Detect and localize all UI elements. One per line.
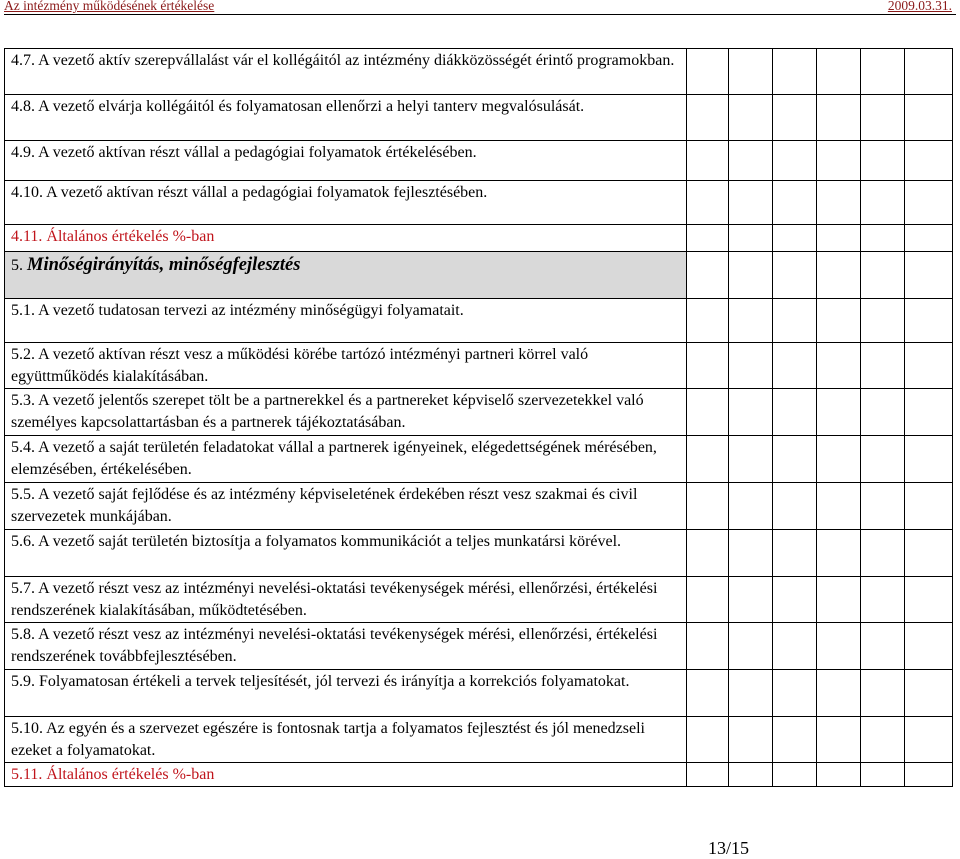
score-cell[interactable] — [773, 141, 817, 181]
table-row — [5, 623, 953, 670]
score-cell[interactable] — [729, 530, 773, 577]
score-cell[interactable] — [773, 717, 817, 763]
score-cell[interactable] — [861, 577, 905, 623]
score-cell[interactable] — [817, 252, 861, 299]
score-cell[interactable] — [773, 95, 817, 141]
score-cell[interactable] — [687, 763, 729, 787]
score-cell[interactable] — [861, 95, 905, 141]
score-cell[interactable] — [861, 181, 905, 225]
header-title: Az intézmény működésének értékelése — [4, 0, 215, 13]
score-cell[interactable] — [729, 577, 773, 623]
score-cell[interactable] — [905, 95, 953, 141]
score-cell[interactable] — [687, 181, 729, 225]
score-cell[interactable] — [817, 483, 861, 530]
score-cell[interactable] — [905, 436, 953, 483]
score-cell[interactable] — [773, 483, 817, 530]
score-cell[interactable] — [905, 577, 953, 623]
score-cell[interactable] — [773, 670, 817, 717]
score-cell[interactable] — [861, 483, 905, 530]
score-cell[interactable] — [817, 95, 861, 141]
score-cell[interactable] — [817, 717, 861, 763]
score-cell[interactable] — [817, 623, 861, 670]
score-cell[interactable] — [773, 436, 817, 483]
criterion-5-10: 5.10. Az egyén és a szervezet egészére is fontosnak tartja a folyamatos fejlesztést és jól menedzseli ezeket a folyamatokat. — [5, 717, 687, 763]
score-cell[interactable] — [861, 530, 905, 577]
page-number: 13/15 — [708, 838, 750, 858]
table-row — [5, 530, 953, 577]
page-header — [4, 0, 956, 15]
score-cell[interactable] — [861, 252, 905, 299]
score-cell[interactable] — [905, 181, 953, 225]
table-row — [5, 389, 953, 436]
score-cell[interactable] — [861, 670, 905, 717]
score-cell[interactable] — [861, 49, 905, 95]
table-row — [5, 717, 953, 763]
score-cell[interactable] — [905, 670, 953, 717]
score-cell[interactable] — [687, 299, 729, 343]
table-row — [5, 343, 953, 389]
section-title: Minőségirányítás, minőségfejlesztés — [27, 255, 301, 275]
score-cell[interactable] — [729, 95, 773, 141]
header-date: 2009.03.31. — [887, 0, 952, 13]
score-cell[interactable] — [817, 343, 861, 389]
table-row — [5, 763, 953, 787]
section-5-header — [5, 252, 687, 299]
score-cell[interactable] — [861, 763, 905, 787]
score-cell[interactable] — [729, 252, 773, 299]
score-cell[interactable] — [773, 530, 817, 577]
score-cell[interactable] — [817, 225, 861, 252]
score-cell[interactable] — [905, 49, 953, 95]
score-cell[interactable] — [817, 670, 861, 717]
table-row — [5, 670, 953, 717]
score-cell[interactable] — [905, 717, 953, 763]
score-cell[interactable] — [729, 141, 773, 181]
score-cell[interactable] — [773, 299, 817, 343]
criterion-5-5: 5.5. A vezető saját fejlődése és az intézmény képviseletének érdekében részt vesz szakmai és civil szervezetek munkájában. — [5, 483, 687, 530]
score-cell[interactable] — [687, 95, 729, 141]
table-row — [5, 299, 953, 343]
score-cell[interactable] — [817, 436, 861, 483]
score-cell[interactable] — [905, 483, 953, 530]
score-cell[interactable] — [687, 389, 729, 436]
score-cell[interactable] — [817, 389, 861, 436]
criterion-4-10: 4.10. A vezető aktívan részt vállal a pedagógiai folyamatok fejlesztésében. — [5, 181, 687, 225]
score-cell[interactable] — [687, 141, 729, 181]
criterion-5-11-overall: 5.11. Általános értékelés %-ban — [5, 763, 687, 787]
score-cell[interactable] — [861, 343, 905, 389]
score-cell[interactable] — [687, 252, 729, 299]
score-cell[interactable] — [729, 343, 773, 389]
criterion-5-3: 5.3. A vezető jelentős szerepet tölt be a partnerekkel és a partnereket képviselő szervezetekkel való személyes kapcsolattartásban és a partnerek tájékoztatásában. — [5, 389, 687, 436]
score-cell[interactable] — [861, 389, 905, 436]
score-cell[interactable] — [687, 49, 729, 95]
score-cell[interactable] — [773, 577, 817, 623]
score-cell[interactable] — [817, 141, 861, 181]
table-row — [5, 225, 953, 252]
score-cell[interactable] — [687, 436, 729, 483]
score-cell[interactable] — [861, 717, 905, 763]
criterion-5-9: 5.9. Folyamatosan értékeli a tervek teljesítését, jól tervezi és irányítja a korrekciós folyamatokat. — [5, 670, 687, 717]
score-cell[interactable] — [729, 483, 773, 530]
score-cell[interactable] — [773, 763, 817, 787]
table-row — [5, 49, 953, 95]
score-cell[interactable] — [905, 623, 953, 670]
score-cell[interactable] — [905, 141, 953, 181]
criterion-4-7: 4.7. A vezető aktív szerepvállalást vár el kollégáitól az intézmény diákközösségét érintő programokban. — [5, 49, 687, 95]
score-cell[interactable] — [773, 181, 817, 225]
score-cell[interactable] — [773, 225, 817, 252]
score-cell[interactable] — [817, 49, 861, 95]
score-cell[interactable] — [729, 299, 773, 343]
section-number: 5. — [11, 257, 23, 274]
score-cell[interactable] — [905, 343, 953, 389]
table-row — [5, 95, 953, 141]
score-cell[interactable] — [687, 483, 729, 530]
score-cell[interactable] — [861, 623, 905, 670]
evaluation-table — [4, 48, 953, 787]
table-row — [5, 141, 953, 181]
table-row — [5, 577, 953, 623]
score-cell[interactable] — [861, 299, 905, 343]
score-cell[interactable] — [687, 717, 729, 763]
score-cell[interactable] — [687, 577, 729, 623]
criterion-5-4: 5.4. A vezető a saját területén feladatokat vállal a partnerek igényeinek, elégedettségének mérésében, elemzésében, értékelésében. — [5, 436, 687, 483]
score-cell[interactable] — [905, 763, 953, 787]
score-cell[interactable] — [687, 670, 729, 717]
criterion-5-2: 5.2. A vezető aktívan részt vesz a működési körébe tartózó intézményi partneri körrel való együttműködés kialakításában. — [5, 343, 687, 389]
score-cell[interactable] — [729, 763, 773, 787]
criterion-5-7: 5.7. A vezető részt vesz az intézményi nevelési-oktatási tevékenységek mérési, ellenőrzési, értékelési rendszerének kialakításában, működtetésében. — [5, 577, 687, 623]
score-cell[interactable] — [687, 225, 729, 252]
score-cell[interactable] — [905, 225, 953, 252]
score-cell[interactable] — [817, 577, 861, 623]
score-cell[interactable] — [729, 181, 773, 225]
score-cell[interactable] — [861, 436, 905, 483]
score-cell[interactable] — [729, 717, 773, 763]
criterion-4-9: 4.9. A vezető aktívan részt vállal a pedagógiai folyamatok értékelésében. — [5, 141, 687, 181]
score-cell[interactable] — [729, 670, 773, 717]
score-cell[interactable] — [687, 530, 729, 577]
criterion-5-1: 5.1. A vezető tudatosan tervezi az intézmény minőségügyi folyamatait. — [5, 299, 687, 343]
score-cell[interactable] — [773, 252, 817, 299]
score-cell[interactable] — [729, 623, 773, 670]
score-cell[interactable] — [729, 389, 773, 436]
score-cell[interactable] — [905, 299, 953, 343]
score-cell[interactable] — [729, 436, 773, 483]
score-cell[interactable] — [773, 389, 817, 436]
criterion-4-8: 4.8. A vezető elvárja kollégáitól és folyamatosan ellenőrzi a helyi tanterv megvalósulását. — [5, 95, 687, 141]
score-cell[interactable] — [817, 299, 861, 343]
score-cell[interactable] — [905, 252, 953, 299]
score-cell[interactable] — [687, 343, 729, 389]
criterion-5-6: 5.6. A vezető saját területén biztosítja a folyamatos kommunikációt a teljes munkatársi körével. — [5, 530, 687, 577]
score-cell[interactable] — [817, 763, 861, 787]
score-cell[interactable] — [773, 343, 817, 389]
score-cell[interactable] — [729, 225, 773, 252]
criterion-4-11-overall: 4.11. Általános értékelés %-ban — [5, 225, 687, 252]
score-cell[interactable] — [817, 181, 861, 225]
score-cell[interactable] — [817, 530, 861, 577]
score-cell[interactable] — [861, 225, 905, 252]
section-row — [5, 252, 953, 299]
table-row — [5, 483, 953, 530]
score-cell[interactable] — [905, 389, 953, 436]
table-row — [5, 436, 953, 483]
table-row — [5, 181, 953, 225]
score-cell[interactable] — [729, 49, 773, 95]
score-cell[interactable] — [905, 530, 953, 577]
score-cell[interactable] — [861, 141, 905, 181]
score-cell[interactable] — [773, 49, 817, 95]
score-cell[interactable] — [687, 623, 729, 670]
score-cell[interactable] — [773, 623, 817, 670]
criterion-5-8: 5.8. A vezető részt vesz az intézményi nevelési-oktatási tevékenységek mérési, ellenőrzési, értékelési rendszerének továbbfejlesztésében. — [5, 623, 687, 670]
